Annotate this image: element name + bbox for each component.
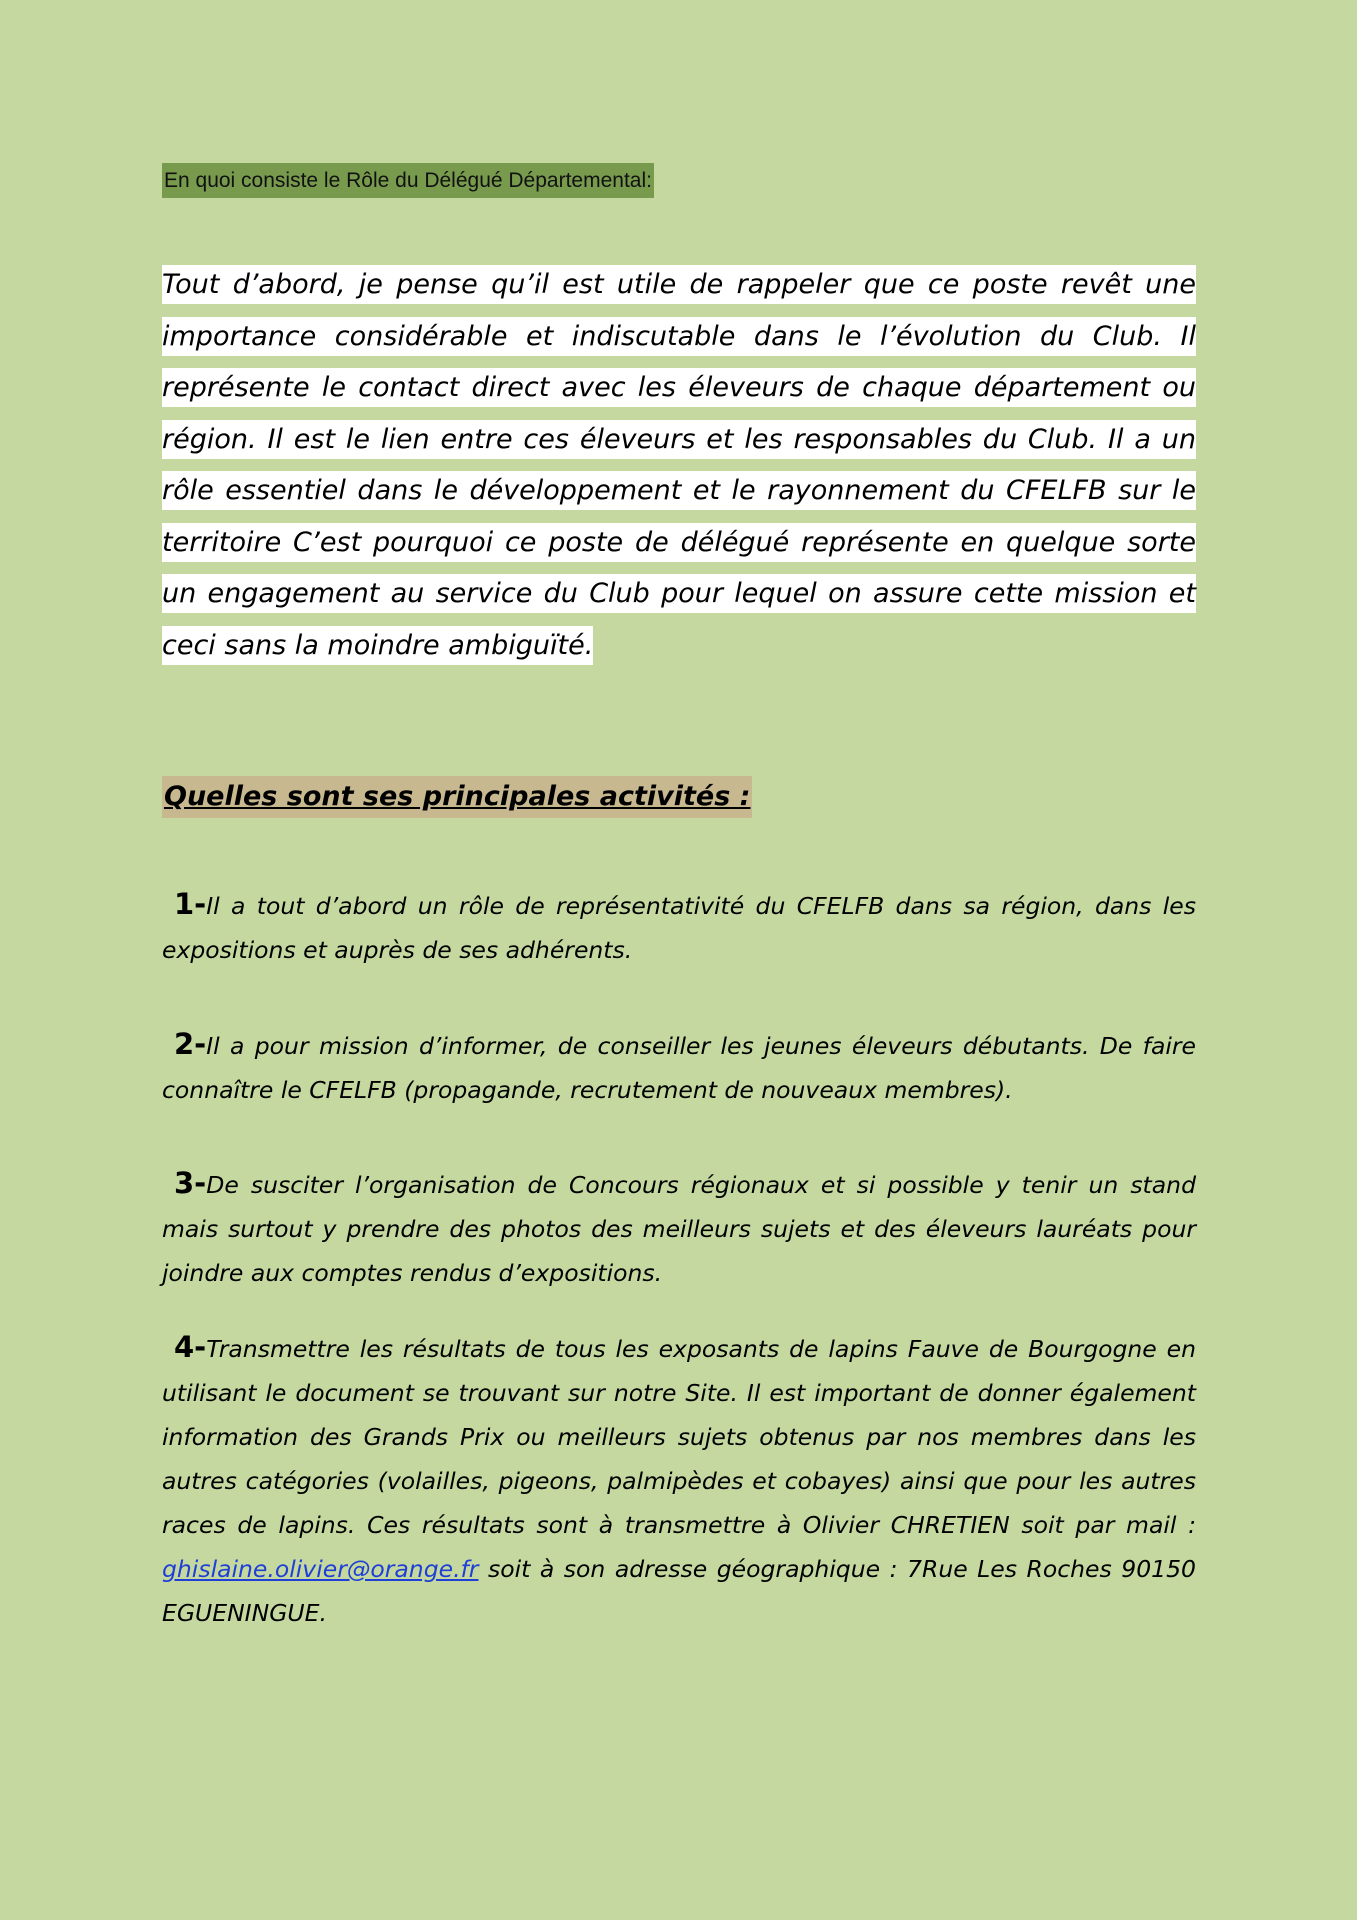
activity-text: De susciter l’organisation de Concours régionaux et si possible y tenir un stand mais surtout y prendre des photos des meilleurs sujets et des éleveurs lauréats pour joindre aux comptes rendus d’expositions. — [162, 1171, 1196, 1287]
activity-number: 3- — [174, 1166, 207, 1200]
section-heading: En quoi consiste le Rôle du Délégué Départemental: — [162, 163, 654, 198]
activity-text-after: soit à son adresse géographique : 7Rue Les Roches 90150 EGUENINGUE. — [162, 1555, 1196, 1627]
activities-heading: Quelles sont ses principales activités : — [162, 776, 752, 818]
activity-item-2 — [162, 1022, 1196, 1112]
activity-text: Il a tout d’abord un rôle de représentativité du CFELFB dans sa région, dans les expositions et auprès de ses adhérents. — [162, 892, 1196, 964]
activity-number: 1- — [174, 887, 207, 921]
activity-item-3 — [162, 1161, 1196, 1295]
activity-text: Il a pour mission d’informer, de conseiller les jeunes éleveurs débutants. De faire connaître le CFELFB (propagande, recrutement de nouveaux membres). — [162, 1032, 1196, 1104]
activity-text: Transmettre les résultats de tous les exposants de lapins Fauve de Bourgogne en utilisant le document se trouvant sur notre Site. Il est important de donner également information des Grands Prix ou meilleurs sujets obtenus par nos membres dans les autres catégories (volailles, pigeons, palmipèdes et cobayes) ainsi que pour les autres races de lapins. Ces résultats sont à transmettre à Olivier CHRETIEN soit par mail : — [162, 1335, 1196, 1539]
intro-text: Tout d’abord, je pense qu’il est utile de rappeler que ce poste revêt une importance considérable et indiscutable dans le l’évolution du Club. Il représente le contact direct avec les éleveurs de chaque département ou région. Il est le lien entre ces éleveurs et les responsables du Club. Il a un rôle essentiel dans le développement et le rayonnement du CFELFB sur le territoire C’est pourquoi ce poste de délégué représente en quelque sorte un engagement au service du Club pour lequel on assure cette mission et ceci sans la moindre ambiguïté. — [162, 265, 1196, 665]
email-link[interactable]: ghislaine.olivier@orange.fr — [162, 1555, 479, 1583]
activity-item-4 — [162, 1325, 1196, 1635]
intro-paragraph — [162, 259, 1196, 671]
activity-item-1 — [162, 882, 1196, 972]
activity-number: 2- — [174, 1027, 207, 1061]
activity-number: 4- — [174, 1330, 207, 1364]
